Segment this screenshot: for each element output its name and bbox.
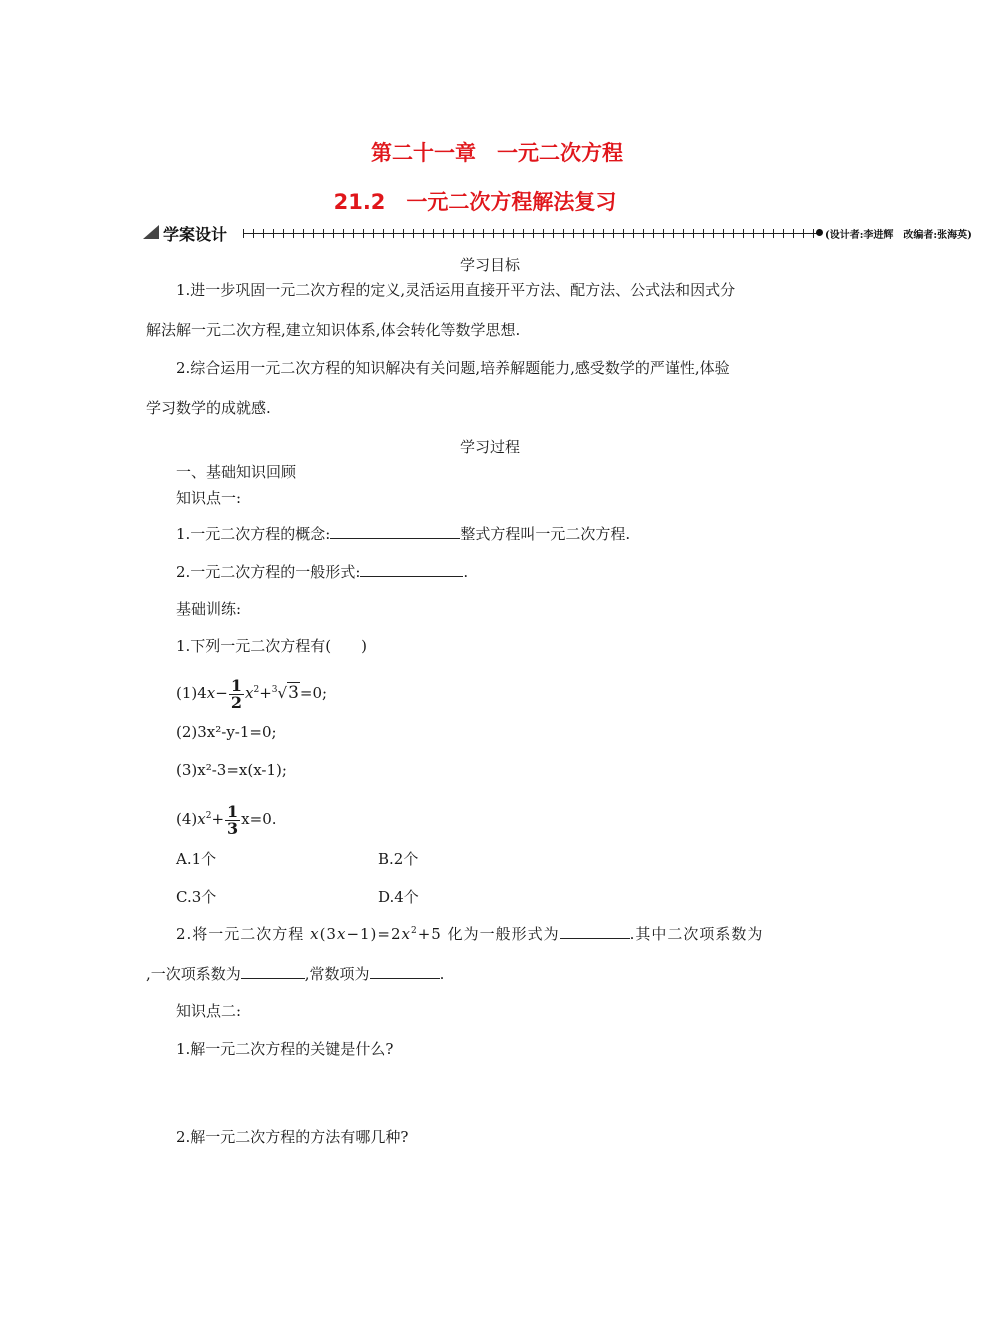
kp1-q2-suffix: .	[463, 563, 469, 581]
goal-1-line-1: 1.进一步巩固一元二次方程的定义,灵活运用直接开平方法、配方法、公式法和因式分	[176, 281, 736, 299]
kp2-question-1: 1.解一元二次方程的关键是什么?	[176, 1040, 394, 1058]
tq2-l2-c: .	[439, 965, 445, 983]
tq2-middle: 化为一般形式为	[447, 925, 560, 943]
banner-label: 学案设计	[163, 225, 228, 244]
option-c[interactable]: C.3个	[176, 888, 217, 906]
option-d[interactable]: D.4个	[378, 888, 419, 906]
equation-1: (1)4x− $\frac{1}{2}$ $x^2+^3√3=0$;	[176, 675, 328, 712]
answer-blank[interactable]	[330, 524, 460, 539]
tq2-suffix: .其中二次项系数为	[629, 925, 764, 943]
tq2-equation: $x(3x-1)=2x^2+5$	[310, 925, 442, 943]
answer-blank[interactable]	[360, 562, 463, 577]
knowledge-point-2: 知识点二:	[176, 1002, 242, 1020]
goals-heading: 学习目标	[459, 256, 520, 274]
tq2-l2-b: ,常数项为	[304, 965, 370, 983]
goal-2-line-1: 2.综合运用一元二次方程的知识解决有关问题,培养解题能力,感受数学的严谨性,体验	[176, 359, 730, 377]
knowledge-point-1: 知识点一:	[176, 489, 242, 507]
kp1-q2-prefix: 2.一元二次方程的一般形式:	[176, 563, 361, 581]
goal-1-line-2: 解法解一元二次方程,建立知识体系,体会转化等数学思想.	[146, 321, 521, 339]
tq2-l2-a: ,一次项系数为	[146, 965, 241, 983]
answer-blank[interactable]	[370, 964, 440, 979]
kp1-question-1	[176, 523, 630, 544]
tq2-prefix: 2.将一元二次方程	[176, 925, 305, 943]
answer-blank[interactable]	[560, 924, 630, 939]
chapter-title: 第二十一章 一元二次方程	[371, 141, 623, 165]
kp1-q1-prefix: 1.一元二次方程的概念:	[176, 525, 331, 543]
process-heading: 学习过程	[459, 438, 520, 456]
part-1-heading: 一、基础知识回顾	[176, 463, 297, 481]
dot-icon	[816, 229, 823, 236]
fraction-one-half: $\frac{1}{2}$	[230, 675, 242, 712]
fraction-one-third: $\frac{1}{3}$	[227, 801, 239, 838]
training-heading: 基础训练:	[176, 600, 242, 618]
kp1-q1-suffix: 整式方程叫一元二次方程.	[460, 525, 631, 543]
kp1-question-2	[176, 561, 468, 582]
eq4-end: x=0.	[241, 810, 277, 828]
equation-4: $(4)x^2+$ $\frac{1}{3}$ x=0.	[176, 801, 277, 838]
design-banner	[143, 222, 972, 246]
triangle-icon	[143, 225, 159, 239]
training-question-2-line-2	[146, 963, 444, 984]
section-title: 21.2 一元二次方程解法复习	[333, 190, 617, 214]
option-b[interactable]: B.2个	[378, 850, 419, 868]
eq1-prefix: (1)4	[176, 684, 207, 702]
banner-credit: (设计者:李进辉 改编者:张海英)	[825, 230, 972, 241]
eq1-end: =0;	[299, 684, 328, 702]
goal-2-line-2: 学习数学的成就感.	[146, 399, 271, 417]
option-a[interactable]: A.1个	[176, 850, 217, 868]
equation-2: (2)3x²-y-1=0;	[176, 723, 277, 741]
eq4-prefix: (4)	[176, 810, 198, 828]
kp2-question-2: 2.解一元二次方程的方法有哪几种?	[176, 1128, 409, 1146]
training-question-2	[176, 923, 763, 944]
training-question-1: 1.下列一元二次方程有( )	[176, 637, 368, 655]
equation-3: (3)x²-3=x(x-1);	[176, 761, 287, 779]
answer-blank[interactable]	[241, 964, 305, 979]
banner-ticks	[243, 229, 817, 238]
